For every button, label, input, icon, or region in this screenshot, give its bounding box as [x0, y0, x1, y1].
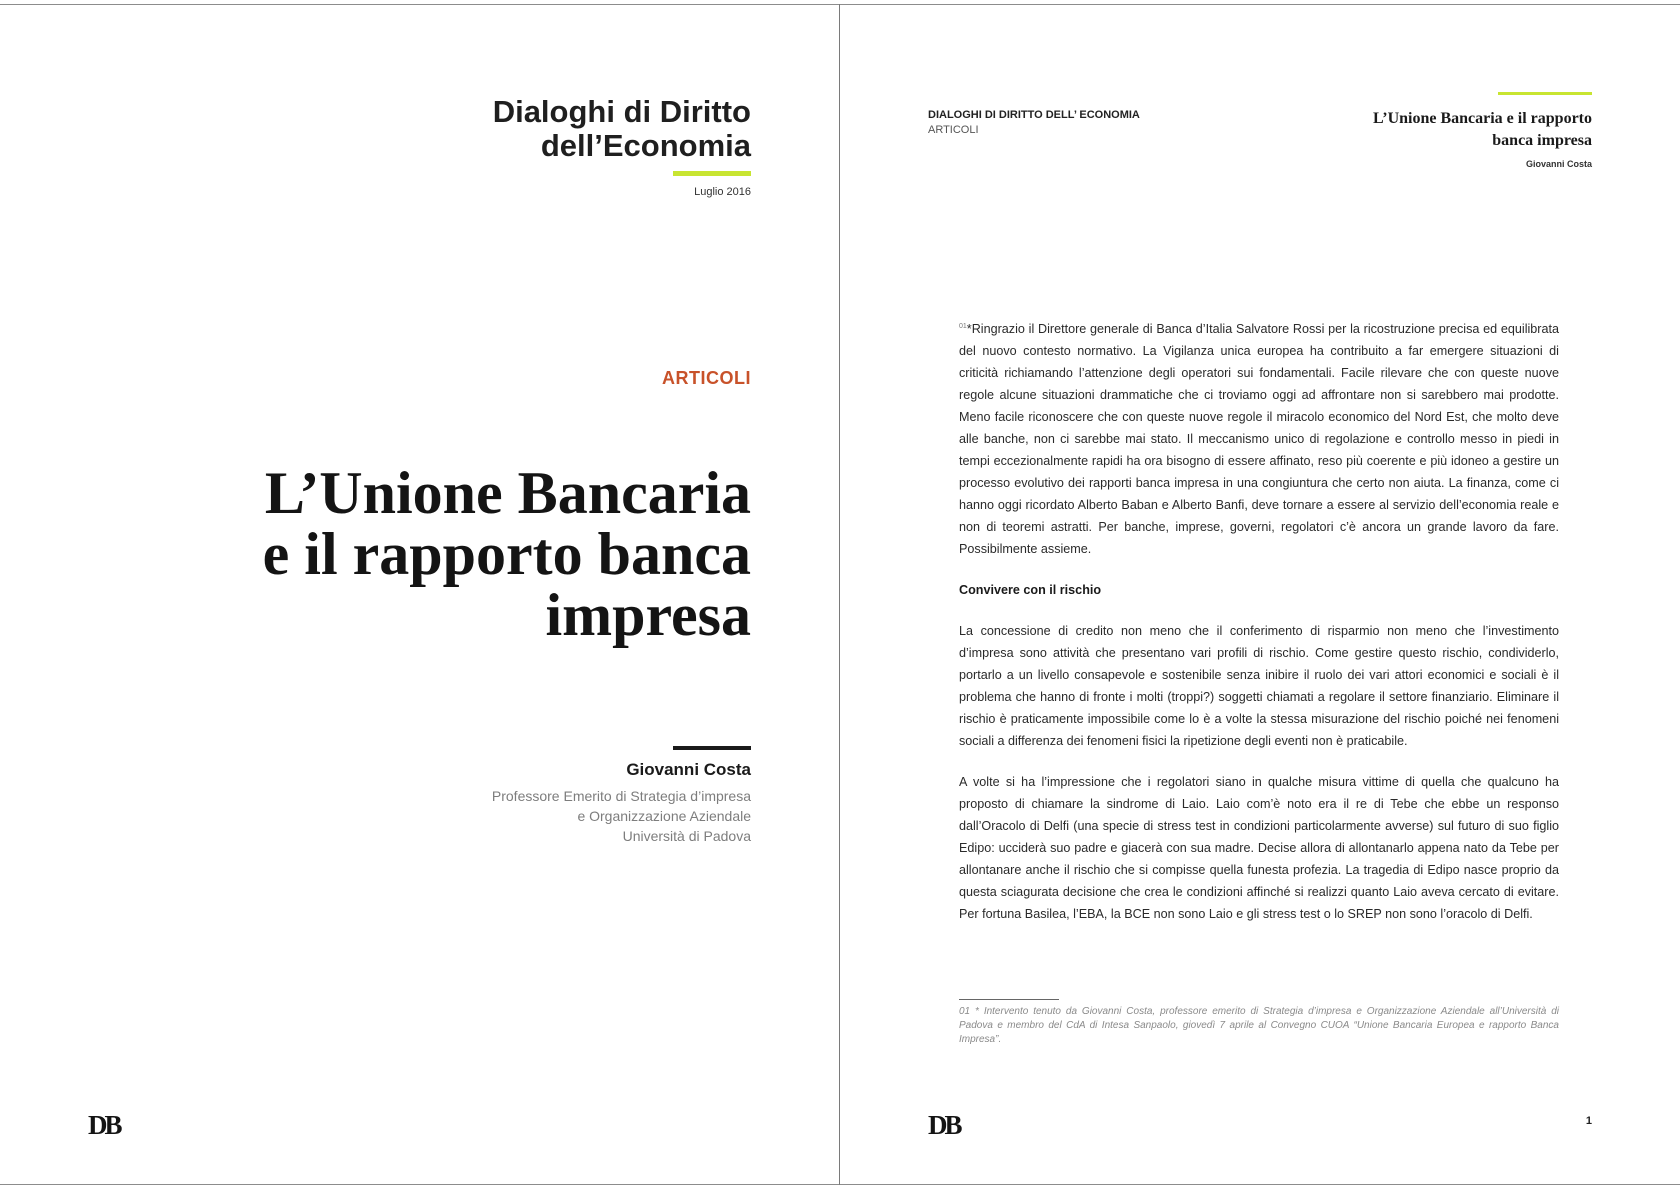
- journal-title-line: dell’Economia: [540, 128, 751, 163]
- article-page: [840, 5, 1680, 1184]
- body-paragraph: [959, 318, 1559, 560]
- article-title-line: impresa: [545, 582, 751, 648]
- footnote: 01 * Intervento tenuto da Giovanni Costa, professore emerito di Strategia d’impresa e Organizzazione Aziendale all’Università di Padova e membro del CdA di Intesa Sanpaolo, giovedì 7 aprile al Convegno CUOA “Unione Bancaria Europea e rapporto Banca Impresa”.: [959, 1006, 1559, 1045]
- running-title-accent-bar: [1498, 92, 1592, 95]
- author-affiliation: [492, 786, 751, 846]
- section-label: ARTICOLI: [662, 368, 751, 388]
- running-head-journal: DIALOGHI DI DIRITTO DELL’ ECONOMIA: [928, 109, 1140, 121]
- running-author: Giovanni Costa: [1525, 159, 1592, 169]
- db-logo: DB: [928, 1110, 960, 1140]
- journal-title: [493, 95, 751, 163]
- article-title: [262, 460, 751, 648]
- db-logo: DB: [88, 1110, 120, 1140]
- body-paragraph: A volte si ha l’impressione che i regolatori siano in qualche misura vittime di quella che qualcuno ha proposto di chiamare la sindrome di Laio. Laio com’è noto era il re di Tebe che ebbe un responso dall’Oracolo di Delfi (una specie di stress test in condizioni particolarmente avverse) sul futuro di suo figlio Edipo: ucciderà suo padre e giacerà con sua madre. Decise allora di allontanarlo appena nato da Tebe per allontanare anche il rischio che si compisse quella funesta profezia. La tragedia di Edipo nasce proprio da questa sciagurata decisione che crea le condizioni affinché si realizzi quanto Laio aveva cercato di evitare. Per fortuna Basilea, l’EBA, la BCE non sono Laio e gli stress test o lo SREP non sono l’oracolo di Delfi.: [959, 775, 1559, 921]
- cover-page: [0, 5, 839, 1184]
- section-subheading: Convivere con il rischio: [959, 583, 1102, 597]
- article-body: [959, 318, 1559, 925]
- running-title-line: L’Unione Bancaria e il rapporto: [1373, 110, 1592, 127]
- affiliation-line: e Organizzazione Aziendale: [577, 808, 751, 824]
- body-paragraph: La concessione di credito non meno che il conferimento di risparmio non meno che l’investimento d’impresa sono attività che presentano vari profili di rischio. Come gestire questo rischio, condividerlo, portarlo a un livello consapevole e sostenibile senza inibire il ruolo dei vari attori economici e sociali è il problema che hanno di fronte i molti (troppi?) soggetti chiamati a regolare il settore finanziario. Eliminare il rischio è praticamente impossibile come lo è a volte la stessa misurazione del rischio poiché nei fenomeni sociali a differenza dei fenomeni fisici la ripetizione degli eventi non è praticabile.: [959, 624, 1559, 748]
- affiliation-line: Professore Emerito di Strategia d’impresa: [491, 788, 751, 804]
- accent-bar: [673, 171, 751, 176]
- affiliation-line: Università di Padova: [622, 828, 751, 844]
- running-head-section: ARTICOLI: [928, 124, 979, 136]
- author-name: Giovanni Costa: [626, 760, 751, 779]
- page-number: 1: [1585, 1115, 1592, 1127]
- journal-title-line: Dialoghi di Diritto: [492, 94, 751, 129]
- issue-date: Luglio 2016: [694, 186, 751, 198]
- footnote-marker[interactable]: 01: [959, 322, 967, 330]
- footnote-rule: [959, 999, 1059, 1000]
- article-title-line: L’Unione Bancaria: [264, 460, 751, 526]
- running-title-line: banca impresa: [1492, 132, 1592, 149]
- running-title: [1373, 108, 1592, 152]
- author-divider: [673, 746, 751, 750]
- article-title-line: e il rapporto banca: [262, 521, 751, 587]
- paragraph-text: *Ringrazio il Direttore generale di Banca d’Italia Salvatore Rossi per la ricostruzione precisa ed equilibrata del nuovo contesto normativo. La Vigilanza unica europea ha contribuito a far emergere situazioni di criticità richiamando l’attenzione degli operatori sui fondamentali. Facile rilevare che con queste nuove regole alcune situazioni drammatiche che ci troviamo oggi ad affrontare non si sarebbero mai prodotte. Meno facile riconoscere che con queste nuove regole il miracolo economico del Nord Est, che molto deve alle banche, non ci sarebbe mai stato. Il meccanismo unico di regolazione e controllo messo in piedi in tempi eccezionalmente rapidi ha ora bisogno di essere affinato, reso più coerente e più idoneo a gestire un processo evolutivo dei rapporti banca impresa in una congiuntura che certo non aiuta. La finanza, come ci hanno oggi ricordato Alberto Baban e Alberto Banfi, deve tornare a essere al servizio dell’economia reale e non di teoremi astratti. Per banche, imprese, governi, regolatori c’è ancora un grande lavoro da fare. Possibilmente assieme.: [959, 322, 1559, 556]
